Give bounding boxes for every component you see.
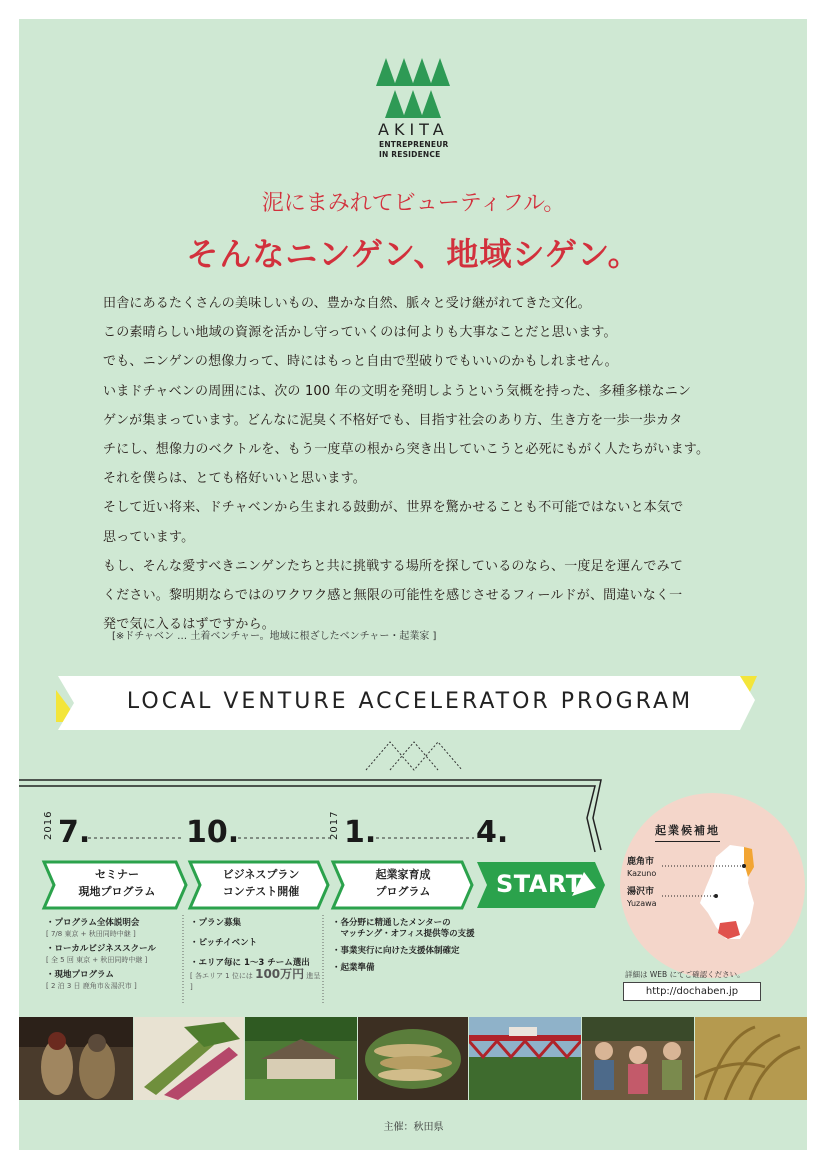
stage-2-line2: コンテスト開催 <box>222 885 300 898</box>
web-note: 詳細は WEB にてご確認ください。 <box>625 970 745 979</box>
stage-seminar <box>58 866 176 906</box>
detail-sub <box>190 969 322 993</box>
map-leader-lines <box>660 860 760 910</box>
stage-1-line2: 現地プログラム <box>78 885 156 898</box>
stage-3-line1: 起業家育成 <box>375 868 431 881</box>
detail-item: ・事業実行に向けた支援体制確定 <box>332 946 460 956</box>
photo-rice <box>695 1017 807 1100</box>
details-incubation <box>332 918 478 974</box>
detail-sub: [ 全 5 回 東京 + 秋田同時中継 ] <box>46 956 148 964</box>
detail-sub: [ 7/8 東京 + 秋田同時中継 ] <box>46 930 136 938</box>
city-kazuno <box>627 857 656 879</box>
body-line: もし、そんな愛すべきニンゲンたちと共に挑戦する場所を探しているのなら、一度足を運んでみて <box>103 558 684 574</box>
logo-sub1: ENTREPRENEUR <box>379 140 449 149</box>
timeline-track <box>19 780 601 850</box>
photo-namahage <box>19 1017 133 1100</box>
date-october: 10. <box>186 815 240 850</box>
photo-fish <box>358 1017 468 1100</box>
date-january: 1. <box>344 815 377 850</box>
detail-item: ・プラン募集 <box>190 918 242 928</box>
sponsor: 主催：秋田県 <box>383 1122 444 1133</box>
website-url[interactable]: http://dochaben.jp <box>623 982 761 1001</box>
body-line: 思っています。 <box>103 529 195 545</box>
city-yuzawa-jp: 湯沢市 <box>627 887 655 897</box>
body-line: ください。黎明期ならではのワクワク感と無限の可能性を感じさせるフィールドが、間違いなく一 <box>103 588 683 604</box>
city-yuzawa-en: Yuzawa <box>627 899 657 908</box>
start-label: START <box>496 870 583 898</box>
details-seminar <box>46 918 180 996</box>
stage-3-line2: プログラム <box>375 885 431 898</box>
logo-name: AKITA <box>378 120 449 139</box>
body-line: そして近い将来、ドチャベンから生まれる鼓動が、世界を驚かせることも不可能ではないと本気で <box>103 500 684 516</box>
city-kazuno-en: Kazuno <box>627 869 657 878</box>
detail-item: ・ローカルビジネススクール <box>46 944 156 954</box>
detail-item: マッチング・オフィス提供等の支援 <box>332 929 475 939</box>
dochaben-note: [※ドチャベン … 土着ベンチャー。地域に根ざしたベンチャー・起業家 ] <box>112 631 437 642</box>
stage-2-line1: ビジネスプラン <box>222 868 300 881</box>
prize-amount: 100万円 <box>255 967 305 981</box>
photo-farmhouse <box>245 1017 357 1100</box>
body-line: でも、ニンゲンの想像力って、時にはもっと自由で型破りでもいいのかもしれません。 <box>103 354 618 370</box>
photo-bridge <box>469 1017 581 1100</box>
mountain-zigzag <box>366 742 462 770</box>
photo-villagers <box>582 1017 694 1100</box>
details-contest <box>190 918 322 997</box>
prize-pre: [ 各エリア 1 位には <box>190 972 256 980</box>
body-line: 発で気に入るはずですから。 <box>103 617 275 633</box>
stage-contest <box>202 866 320 906</box>
logo-sub2: IN RESIDENCE <box>379 150 441 159</box>
body-line: ゲンが集まっています。どんなに泥臭く不格好でも、目指す社会のあり方、生き方を一歩一歩カタ <box>103 412 683 428</box>
detail-item: ・ピッチイベント <box>190 938 258 948</box>
detail-item: ・エリア毎に 1～3 チーム選出 <box>190 958 310 968</box>
detail-item: ・プログラム全体説明会 <box>46 918 140 928</box>
body-line: この素晴らしい地域の資源を活かし守っていくのは何よりも大事なことだと思います。 <box>103 325 617 341</box>
year-2016: 2016 <box>43 810 54 840</box>
detail-item: ・起業準備 <box>332 963 375 973</box>
detail-item: ・現地プログラム <box>46 970 114 980</box>
prize-post: 進呈 ] <box>190 972 321 991</box>
candidate-area-title: 起業候補地 <box>655 822 720 842</box>
detail-sub: [ 2 泊 3 日 鹿角市＆湯沢市 ] <box>46 982 137 990</box>
headline-line2: そんなニンゲン、地域シゲン。 <box>186 235 641 273</box>
stage-1-line1: セミナー <box>95 868 139 881</box>
headline-line1: 泥にまみれてビューティフル。 <box>261 191 566 216</box>
body-line: 田舎にあるたくさんの美味しいもの、豊かな自然、脈々と受け継がれてきた文化。 <box>103 296 591 311</box>
body-line: それを僕らは、とても格好いいと思います。 <box>103 471 366 487</box>
stage-incubation <box>344 866 462 906</box>
city-yuzawa <box>627 887 657 909</box>
date-july: 7. <box>58 815 91 850</box>
city-kazuno-jp: 鹿角市 <box>627 857 655 867</box>
date-april: 4. <box>476 815 509 850</box>
year-2017: 2017 <box>329 810 340 840</box>
detail-item: ・各分野に精通したメンターの <box>332 918 451 928</box>
body-line: いまドチャベンの周囲には、次の 100 年の文明を発明しようという気概を持った、多種多様なニン <box>103 383 692 399</box>
photo-vegetables <box>134 1017 244 1100</box>
body-line: チにし、想像力のベクトルを、もう一度草の根から突き出していこうと必死にもがく人たちがいます。 <box>103 442 710 458</box>
program-title: LOCAL VENTURE ACCELERATOR PROGRAM <box>126 689 694 714</box>
